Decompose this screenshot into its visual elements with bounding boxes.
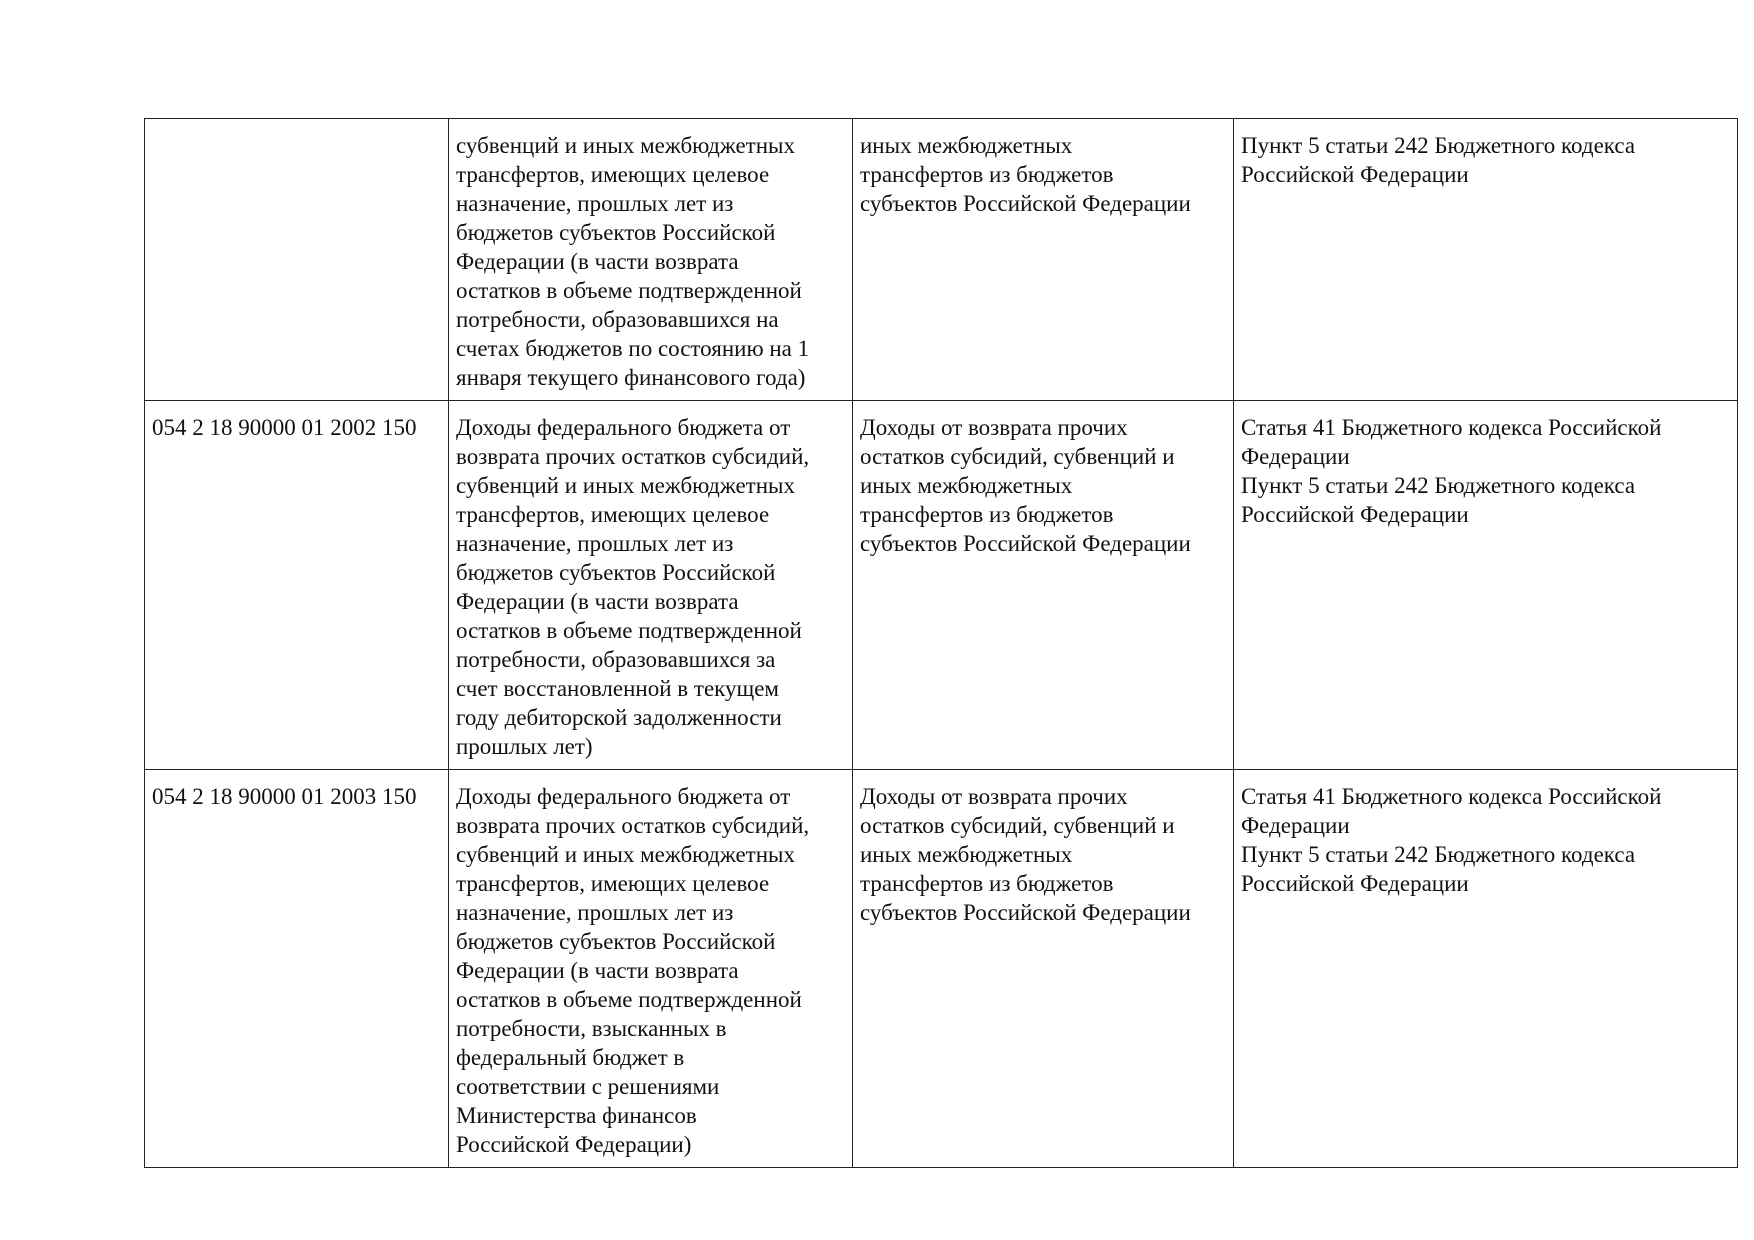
basis-line: Пункт 5 статьи 242 Бюджетного кодекса	[1241, 842, 1636, 867]
name-line: году дебиторской задолженности	[456, 705, 782, 730]
basis-cell	[1234, 119, 1738, 401]
name-line: субвенций и иных межбюджетных	[456, 133, 795, 158]
group-line: субъектов Российской Федерации	[860, 900, 1191, 925]
basis-line: Российской Федерации	[1241, 502, 1469, 527]
name-line: потребности, образовавшихся на	[456, 307, 779, 332]
name-line: Доходы федерального бюджета от	[456, 415, 791, 440]
basis-line: Федерации	[1241, 813, 1350, 838]
group-cell	[853, 770, 1234, 1168]
revenue-codes-table	[144, 118, 1738, 1168]
group-line: иных межбюджетных	[860, 133, 1073, 158]
name-line: субвенций и иных межбюджетных	[456, 473, 795, 498]
name-line: назначение, прошлых лет из	[456, 900, 734, 925]
group-cell	[853, 401, 1234, 770]
name-line: Доходы федерального бюджета от	[456, 784, 791, 809]
table-row	[145, 401, 1738, 770]
name-line: возврата прочих остатков субсидий,	[456, 813, 810, 838]
group-line: трансфертов из бюджетов	[860, 162, 1114, 187]
group-line: иных межбюджетных	[860, 842, 1073, 867]
revenue-code: 054 2 18 90000 01 2002 150	[152, 415, 417, 440]
name-line: Федерации (в части возврата	[456, 249, 739, 274]
name-cell	[449, 770, 853, 1168]
name-line: остатков в объеме подтвержденной	[456, 987, 802, 1012]
name-line: федеральный бюджет в	[456, 1045, 685, 1070]
group-line: субъектов Российской Федерации	[860, 191, 1191, 216]
revenue-code: 054 2 18 90000 01 2003 150	[152, 784, 417, 809]
basis-line: Федерации	[1241, 444, 1350, 469]
name-cell	[449, 401, 853, 770]
group-line: иных межбюджетных	[860, 473, 1073, 498]
group-line: субъектов Российской Федерации	[860, 531, 1191, 556]
basis-cell	[1234, 401, 1738, 770]
name-line: потребности, образовавшихся за	[456, 647, 776, 672]
basis-line: Российской Федерации	[1241, 871, 1469, 896]
name-line: остатков в объеме подтвержденной	[456, 618, 802, 643]
name-line: назначение, прошлых лет из	[456, 191, 734, 216]
group-cell	[853, 119, 1234, 401]
basis-cell	[1234, 770, 1738, 1168]
name-line: назначение, прошлых лет из	[456, 531, 734, 556]
name-line: трансфертов, имеющих целевое	[456, 162, 770, 187]
basis-line: Пункт 5 статьи 242 Бюджетного кодекса	[1241, 473, 1636, 498]
code-cell	[145, 119, 449, 401]
name-line: Федерации (в части возврата	[456, 958, 739, 983]
name-line: трансфертов, имеющих целевое	[456, 502, 770, 527]
name-line: бюджетов субъектов Российской	[456, 560, 776, 585]
group-line: трансфертов из бюджетов	[860, 502, 1114, 527]
basis-line: Пункт 5 статьи 242 Бюджетного кодекса	[1241, 133, 1636, 158]
name-line: счет восстановленной в текущем	[456, 676, 779, 701]
group-line: Доходы от возврата прочих	[860, 415, 1128, 440]
name-line: субвенций и иных межбюджетных	[456, 842, 795, 867]
name-line: трансфертов, имеющих целевое	[456, 871, 770, 896]
basis-line: Российской Федерации	[1241, 162, 1469, 187]
basis-line: Статья 41 Бюджетного кодекса Российской	[1241, 415, 1662, 440]
name-line: бюджетов субъектов Российской	[456, 929, 776, 954]
code-cell	[145, 401, 449, 770]
table-row	[145, 770, 1738, 1168]
name-line: Федерации (в части возврата	[456, 589, 739, 614]
group-line: Доходы от возврата прочих	[860, 784, 1128, 809]
name-line: бюджетов субъектов Российской	[456, 220, 776, 245]
name-line: Министерства финансов	[456, 1103, 697, 1128]
name-line: Российской Федерации)	[456, 1132, 692, 1157]
name-line: января текущего финансового года)	[456, 365, 806, 390]
name-line: возврата прочих остатков субсидий,	[456, 444, 810, 469]
group-line: трансфертов из бюджетов	[860, 871, 1114, 896]
group-line: остатков субсидий, субвенций и	[860, 813, 1175, 838]
name-line: остатков в объеме подтвержденной	[456, 278, 802, 303]
name-line: потребности, взысканных в	[456, 1016, 727, 1041]
table-body	[145, 119, 1738, 1168]
group-line: остатков субсидий, субвенций и	[860, 444, 1175, 469]
name-line: соответствии с решениями	[456, 1074, 720, 1099]
table-row	[145, 119, 1738, 401]
code-cell	[145, 770, 449, 1168]
name-cell	[449, 119, 853, 401]
name-line: счетах бюджетов по состоянию на 1	[456, 336, 810, 361]
basis-line: Статья 41 Бюджетного кодекса Российской	[1241, 784, 1662, 809]
name-line: прошлых лет)	[456, 734, 593, 759]
